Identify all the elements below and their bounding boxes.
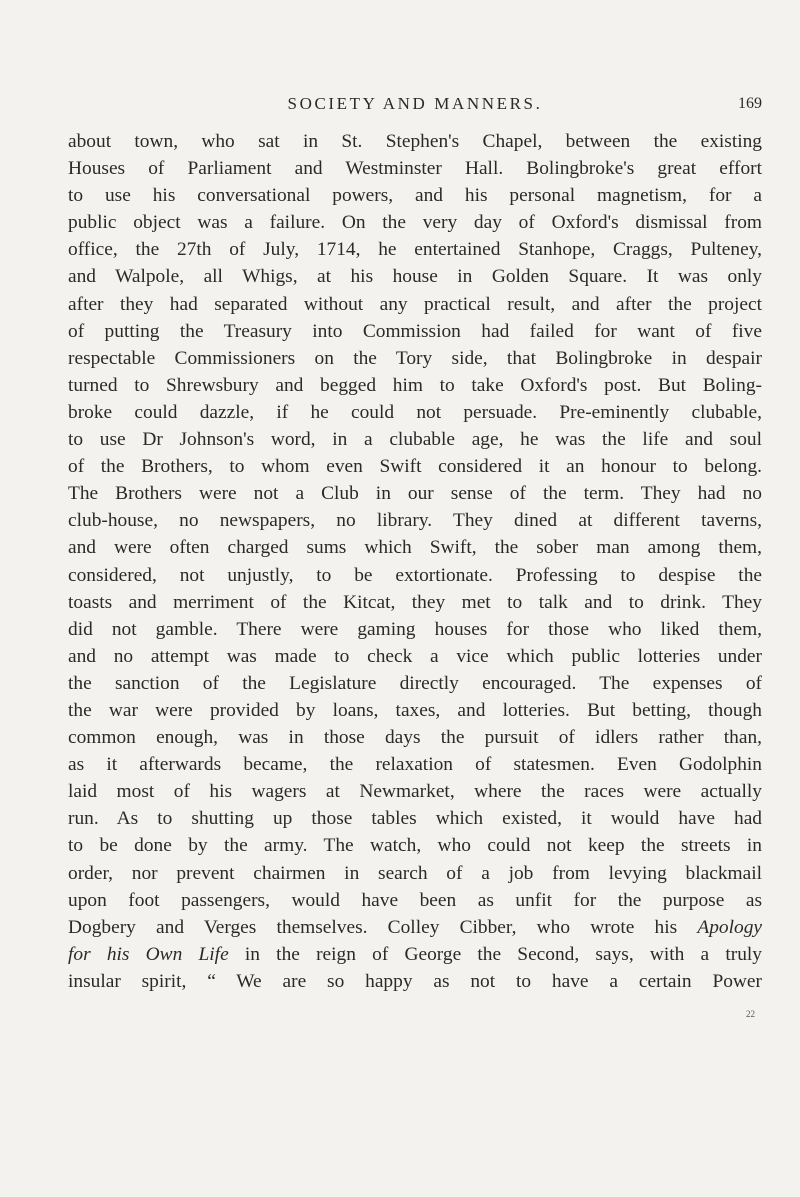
running-title: SOCIETY AND MANNERS. [287,94,543,113]
text-line: upon foot passengers, would have been as unfit for the purpose as [68,889,762,911]
text-line: laid most of his wagers at Newmarket, where the races were actually [68,781,762,803]
text-line: and no attempt was made to check a vice which public lotteries under [68,645,762,667]
text-line: turned to Shrewsbury and begged him to take Oxford's post. But Boling- [68,374,762,396]
text-line: as it afterwards became, the relaxation of statesmen. Even Godolphin [68,754,762,776]
text-line: Houses of Parliament and Westminster Hall. Bolingbroke's great effort [68,158,762,180]
text-line: of putting the Treasury into Commission had failed for want of five [68,320,762,342]
text-line: public object was a failure. On the very day of Oxford's dismissal from [68,212,762,234]
text-line: did not gamble. There were gaming houses for those who liked them, [68,618,762,640]
text-line: respectable Commissioners on the Tory side, that Bolingbroke in despair [68,347,762,369]
text-line-with-italic [68,914,762,941]
line-text: in the reign of George the Second, says, with a truly [244,943,762,965]
body-text [68,128,762,995]
italic-title: for his Own Life [68,943,229,965]
text-line: The Brothers were not a Club in our sense of the term. They had no [68,483,762,505]
text-line: order, nor prevent chairmen in search of a job from levying blackmail [68,862,762,884]
text-line: about town, who sat in St. Stephen's Chapel, between the existing [68,131,762,152]
text-line: run. As to shutting up those tables which existed, it would have had [68,808,762,830]
line-text: Dogbery and Verges themselves. Colley Cibber, who wrote his [68,916,678,938]
text-line: broke could dazzle, if he could not persuade. Pre-eminently clubable, [68,401,762,423]
text-line-with-italic [68,941,762,968]
text-line: and Walpole, all Whigs, at his house in Golden Square. It was only [68,266,762,288]
text-line: office, the 27th of July, 1714, he entertained Stanhope, Craggs, Pulteney, [68,239,762,261]
text-line: and were often charged sums which Swift, the sober man among them, [68,537,762,559]
text-line: the sanction of the Legislature directly encouraged. The expenses of [68,672,762,694]
italic-title: Apology [697,916,762,938]
text-line: of the Brothers, to whom even Swift considered it an honour to belong. [68,456,762,478]
text-line: club-house, no newspapers, no library. They dined at different taverns, [68,510,762,532]
text-line: insular spirit, “ We are so happy as not to have a certain Power [68,970,762,992]
text-line: to be done by the army. The watch, who could not keep the streets in [68,835,762,857]
page-number: 169 [738,95,762,112]
text-line: considered, not unjustly, to be extortionate. Professing to despise the [68,564,762,586]
running-head [68,92,762,116]
text-line: after they had separated without any practical result, and after the project [68,293,762,315]
text-line: to use his conversational powers, and his personal magnetism, for a [68,185,762,207]
text-line: the war were provided by loans, taxes, and lotteries. But betting, though [68,699,762,721]
signature-mark: 22 [746,1009,755,1019]
text-line: toasts and merriment of the Kitcat, they met to talk and to drink. They [68,591,762,613]
text-line: to use Dr Johnson's word, in a clubable age, he was the life and soul [68,429,762,451]
text-line: common enough, was in those days the pursuit of idlers rather than, [68,727,762,749]
